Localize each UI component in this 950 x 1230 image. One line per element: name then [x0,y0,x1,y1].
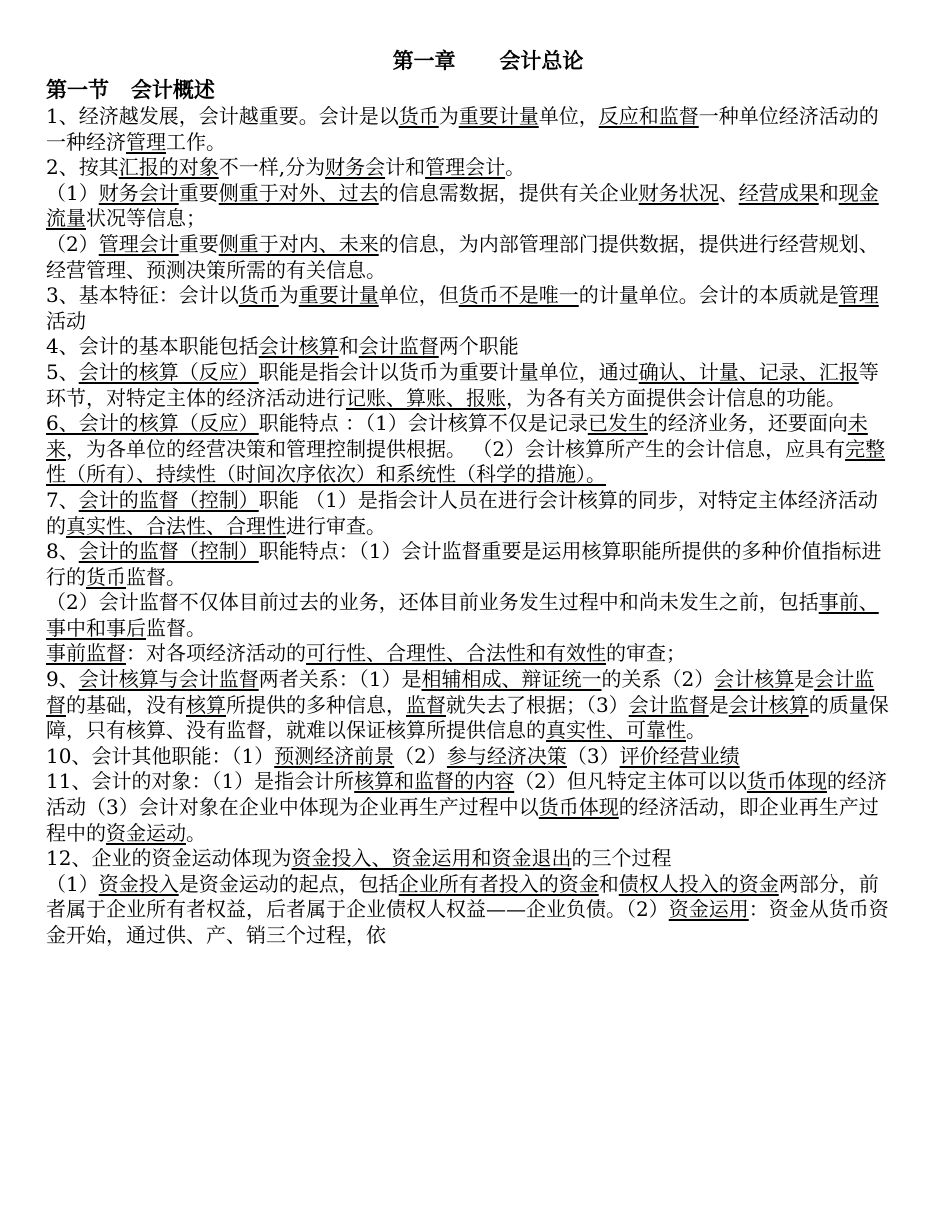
underlined-term: 重要计量 [458,104,539,128]
text-run: 状况等信息； [86,206,206,231]
text-run: 是资金运动的起点，包括 [178,871,399,896]
underlined-term: 会计监督 [358,334,439,359]
text-run: 和 [818,180,839,205]
text-run: 就失去了根据；（3） [446,692,629,717]
underlined-term: 会计核算 [258,334,339,359]
text-run: 的信息需数据，提供有关企业 [378,180,639,205]
underlined-term: 债权人投入的资金 [618,871,779,896]
underlined-term: 管理 [838,283,879,308]
text-run: （1） [46,871,99,896]
text-run: ：资金从货币资金开始，通过供、产、销三个过程，依 [46,897,889,947]
text-run: 重要 [178,180,219,205]
paragraph [46,360,890,411]
underlined-term: 财务状况 [638,180,719,205]
text-run: 。 [686,718,706,743]
underlined-term: 货币 [86,564,126,589]
text-run: ，为各单位的经营决策和管理控制提供根据。 （2）会计核算所产生的会计信息，应具有 [66,436,846,461]
paragraph [46,104,890,155]
underlined-term: 企业所有者投入的资金 [398,871,599,896]
section-heading: 第一节 会计概述 [46,78,215,102]
text-run: 一种单位经济活动的一种经济 [46,104,879,154]
underlined-term: 货币不是唯一 [458,283,579,308]
text-run: 是 [708,692,729,717]
underlined-term: 会计核算 [714,667,795,692]
underlined-term: 会计核算 [728,692,809,717]
text-run: 的关系（2） [601,667,715,692]
underlined-term: 事前监督 [46,641,126,666]
underlined-term: 财务会 [325,155,386,180]
underlined-term: 事前、事中和事后 [46,590,879,640]
text-run: ：对各项经济活动的 [126,641,306,666]
underlined-term: 参与经济决策 [446,743,567,768]
text-run: 单位， [538,104,599,128]
text-run: 两个职能 [438,334,519,359]
text-run: （2） [46,231,99,256]
underlined-term: 会计的监督（控制） [78,539,259,564]
underlined-term: 货币体现 [746,769,827,794]
text-run: 重要 [178,231,219,256]
text-run: 所提供的多种信息， [226,692,406,717]
text-run: （2） [394,743,447,768]
text-run: 的三个过程 [571,846,672,871]
text-run: 的信息，为内部管理部门提供数据，提供进行经营规划、经营管理、预测决策所需的有关信息。 [46,231,879,282]
underlined-term: 真实性、可靠性 [546,718,686,743]
underlined-term: 资金运动 [106,820,186,845]
text-run: （1） [46,180,99,205]
text-run: 的审查； [606,641,686,666]
underlined-term: 会计监督 [46,667,875,717]
text-run: 进行审查。 [286,513,386,538]
underlined-term: 完整性（所有）、持续性（时间次序依次）和系统性（科学的措施）。 [46,436,886,487]
document-body [46,104,890,949]
text-run: 工作。 [166,129,226,154]
underlined-term: 预测经济前景 [274,743,395,768]
paragraph [46,667,890,744]
underlined-term: 现金流量 [46,180,879,231]
text-run: （3） [566,743,620,768]
text-run: 不一样,分为 [218,155,326,180]
underlined-term: 评价经营业绩 [619,743,740,768]
underlined-term: 侧重于对内、未来 [218,231,379,256]
underlined-term: 会计核算与会计监督 [78,667,259,692]
text-run: 监督。 [146,615,206,640]
text-run: 两者关系：（1）是 [258,667,422,692]
underlined-term: 确认、计量、记录、汇报 [638,359,859,384]
underlined-term: 反应和监督 [598,104,699,128]
paragraph [46,590,890,641]
underlined-term: 会计监督 [628,692,709,717]
text-run: 8、 [46,539,79,564]
text-run: 的基础，没有 [66,692,186,717]
text-run: 职能特点 ：（1）会计核算不仅是记录 [258,411,588,436]
text-run: 10、会计其他职能：（1） [46,743,275,768]
underlined-term: 管理会计 [425,155,506,180]
underlined-term: 相辅相成、辩证统一 [421,667,602,692]
underlined-term: 资金投入、资金运用和资金退出 [291,846,572,871]
paragraph [46,846,890,872]
text-run: 活动 [46,308,86,333]
underlined-term: 财务会计 [98,180,179,205]
text-run: 3、基本特征：会计以 [46,283,239,308]
text-run: 7、 [46,487,79,512]
text-run: 计和 [385,155,426,180]
text-run: 4、会计的基本职能包括 [46,334,259,359]
text-run: 5、 [46,359,79,384]
text-run: 11、会计的对象：（1）是指会计所 [46,769,355,794]
text-run: 2、按其 [46,155,119,180]
text-run: 的经济业务，还要面向 [647,411,848,436]
underlined-term: 侧重于对外、过去 [218,180,379,205]
text-run: 12、企业的资金运动体现为 [46,846,292,871]
text-run: 、 [718,180,739,205]
underlined-term: 货币体现 [538,795,619,820]
paragraph [46,744,890,770]
text-run: 1、经济越发展，会计越重要。会计是以 [46,104,399,128]
text-run: 9、 [46,667,79,692]
underlined-term: 监督 [406,692,446,717]
text-run: 等环节，对特定主体的经济活动进行 [46,359,879,410]
underlined-term: 核算和监督的内容 [354,769,515,794]
paragraph [46,232,890,283]
chapter-title: 第一章 会计总论 [392,49,584,73]
underlined-term: 真实性、合法性、合理性 [66,513,286,538]
underlined-term: 管理会计 [98,231,179,256]
text-run: （2）会计监督不仅体目前过去的业务，还体目前业务发生过程中和尚未发生之前，包括 [46,590,819,615]
text-run: 职能特点：（1）会计监督重要是运用核算职能所提供的多种价值指标进行的 [46,539,882,589]
paragraph [46,181,890,232]
underlined-term: 重要计量 [298,283,379,308]
text-run: 职能 （1）是指会计人员在进行会计核算的同步，对特定主体经济活动的 [46,487,878,538]
underlined-term: 记账、算账、报账 [346,385,506,410]
text-run: 和 [598,871,619,896]
paragraph [46,641,890,667]
text-run: 。 [505,155,526,180]
underlined-term: 汇报的对象 [118,155,219,180]
text-run: 监督。 [126,564,186,589]
text-run: 的质量保障，只有核算、没有监督，就难以保证核算所提供信息的 [46,692,889,743]
underlined-term: 会计的监督（控制） [78,487,259,512]
underlined-term: 货币 [238,283,279,308]
underlined-term: 可行性、合理性、合法性和有效性 [306,641,606,666]
underlined-term: 6、会计的核算（反应） [46,411,259,436]
text-run: 为 [278,283,299,308]
text-run: 和 [338,334,359,359]
underlined-term: 已发生 [587,411,648,436]
text-run: 是 [794,667,815,692]
paragraph [46,334,890,360]
text-run: ，为各有关方面提供会计信息的功能。 [506,385,846,410]
underlined-term: 经营成果 [738,180,819,205]
paragraph [46,283,890,334]
underlined-term: 资金运用 [668,897,749,922]
text-run: 的经济活动，即企业再生产过程中的 [46,795,879,845]
underlined-term: 会计的核算（反应） [78,359,259,384]
paragraph [46,769,890,846]
underlined-term: 核算 [186,692,226,717]
paragraph [46,488,890,539]
paragraph [46,155,890,181]
underlined-term: 货币 [398,104,439,128]
text-run: （2）但凡特定主体可以以 [514,769,747,794]
text-run: 。 [186,820,206,845]
text-run: 单位，但 [378,283,459,308]
paragraph [46,539,890,590]
paragraph [46,872,890,949]
underlined-term: 管理 [126,129,166,154]
text-run: 的计量单位。会计的本质就是 [578,283,839,308]
text-run: 为 [438,104,459,128]
paragraph [46,411,890,488]
text-run: 的经济活动（3）会计对象在企业中体现为企业再生产过程中以 [46,769,887,820]
text-run: 两部分，前者属于企业所有者权益，后者属于企业债权人权益——企业负债。（2） [46,871,879,922]
underlined-term: 资金投入 [98,871,179,896]
underlined-term: 未来 [46,411,868,461]
text-run: 职能是指会计以货币为重要计量单位，通过 [258,359,639,384]
